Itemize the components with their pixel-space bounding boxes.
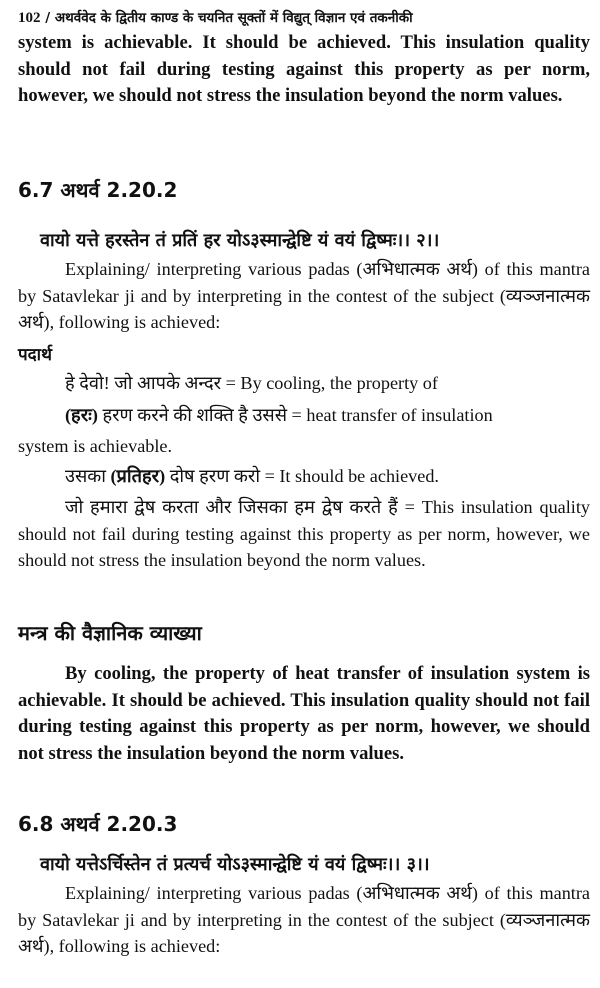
scientific-explanation-paragraph: By cooling, the property of heat transfer of insulation system is achievable. It should be achieved. This insulation quality should not fail during testing against this property as per norm, however, we should not stress the insulation beyond the norm values. — [18, 663, 590, 764]
page-number: 102 — [18, 10, 41, 26]
pratihara-term: (प्रतिहर) — [110, 466, 166, 486]
running-title: / अथर्ववेद के द्वितीय काण्ड के चयनित सूक्तों में विद्युत् विज्ञान एवं तकनीकी — [40, 10, 413, 26]
mantra-2-20-2: वायो यत्ते हरस्तेन तं प्रतिं हर योऽ३स्मान्द्वेष्टि यं वयं द्विष्मः।। २।। — [40, 230, 440, 251]
padartha-line-5: जो हमारा द्वेष करता और जिसका हम द्वेष करते हैं = This insulation quality should not fail during testing against this property as per norm, however, we should not stress the insulation beyond the norm values. — [18, 497, 590, 570]
section-heading-6-7: 6.7 अथर्व 2.20.2 — [18, 178, 178, 202]
section1-intro — [18, 256, 590, 336]
section2-intro: Explaining/ interpreting various padas (अभिधात्मक अर्थ) of this mantra by Satavlekar ji and by interpreting in the contest of the subject (व्यञ्जनात्मक अर्थ), following is achieved: — [18, 883, 590, 956]
padartha-label: पदार्थ — [18, 345, 52, 365]
padartha-line-4 — [65, 463, 600, 489]
padartha-line-1: हे देवो! जो आपके अन्दर = By cooling, the property of — [65, 373, 438, 393]
mantra-2-20-3: वायो यत्तेऽर्चिस्तेन तं प्रत्यर्च योऽ३स्मान्द्वेष्टि यं वयं द्विष्मः।। ३।। — [40, 854, 430, 875]
hara-term: (हरः) — [65, 405, 98, 425]
padartha-line-4-text: दोष हरण करो = It should be achieved. — [165, 466, 439, 486]
section1-intro-text: Explaining/ interpreting various padas (अभिधात्मक अर्थ) of this mantra by Satavlekar ji and by interpreting in the contest of the subject (व्यञ्जनात्मक अर्थ), following is achieved: — [18, 259, 590, 332]
padartha-line-2-text: हरण करने की शक्ति है उससे = heat transfer of insulation — [97, 405, 493, 425]
padartha-line-4-pre: उसका — [65, 466, 111, 486]
padartha-line-3: system is achievable. — [18, 436, 173, 456]
continued-paragraph: system is achievable. It should be achieved. This insulation quality should not fail during testing against this property as per norm, however, we should not stress the insulation beyond the norm values. — [18, 32, 590, 106]
section-heading-6-8: 6.8 अथर्व 2.20.3 — [18, 812, 178, 836]
page-header — [18, 8, 588, 27]
scientific-explanation-heading: मन्त्र की वैज्ञानिक व्याख्या — [18, 621, 202, 645]
padartha-line-2 — [65, 402, 600, 428]
